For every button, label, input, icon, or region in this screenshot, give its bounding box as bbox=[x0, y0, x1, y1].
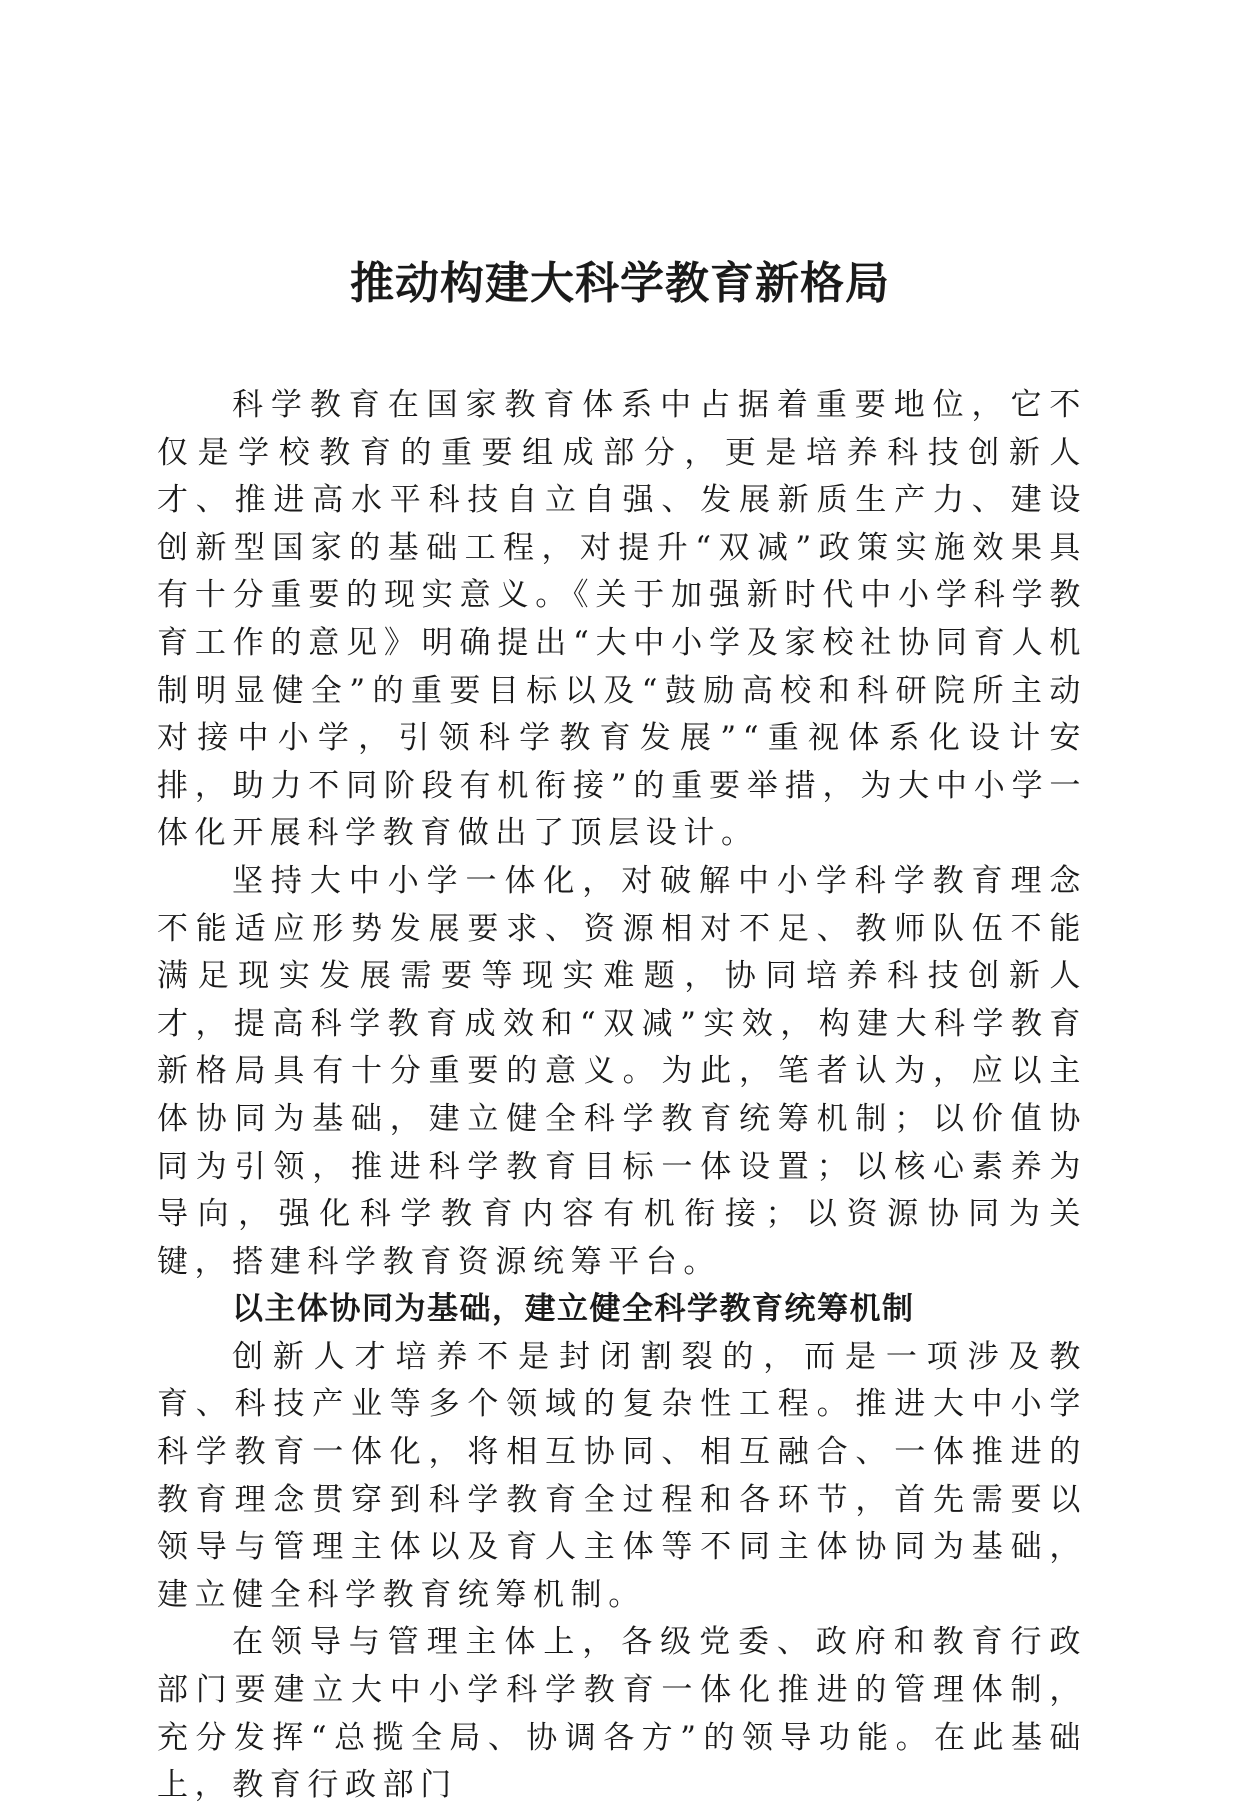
document-title: 推动构建大科学教育新格局 bbox=[350, 258, 890, 309]
paragraph-integration: 坚持大中小学一体化，对破解中小学科学教育理念不能适应形势发展要求、资源相对不足、教师队伍不能满足现实发展需要等现实难题，协同培养科技创新人才，提高科学教育成效和“双减”实效，构建大科学教育新格局具有十分重要的意义。为此，笔者认为，应以主体协同为基础，建立健全科学教育统筹机制；以价值协同为引领，推进科学教育目标一体设置；以核心素养为导向，强化科学教育内容有机衔接；以资源协同为关键，搭建科学教育资源统筹平台。 bbox=[157, 862, 1087, 1280]
paragraph-intro: 科学教育在国家教育体系中占据着重要地位，它不仅是学校教育的重要组成部分，更是培养科技创新人才、推进高水平科技自立自强、发展新质生产力、建设创新型国家的基础工程，对提升“双减”政策实施效果具有十分重要的现实意义。《关于加强新时代中小学科学教育工作的意见》明确提出“大中小学及家校社协同育人机制明显健全”的重要目标以及“鼓励高校和科研院所主动对接中小学，引领科学教育发展”“重视体系化设计安排，助力不同阶段有机衔接”的重要举措，为大中小学一体化开展科学教育做出了顶层设计。 bbox=[157, 387, 1087, 852]
section-heading: 以主体协同为基础，建立健全科学教育统筹机制 bbox=[232, 1291, 915, 1328]
article-body bbox=[157, 382, 1087, 1810]
paragraph-leadership: 在领导与管理主体上，各级党委、政府和教育行政部门要建立大中小学科学教育一体化推进的管理体制，充分发挥“总揽全局、协调各方”的领导功能。在此基础上，教育行政部门 bbox=[157, 1624, 1087, 1804]
paragraph-talent-cultivation: 创新人才培养不是封闭割裂的，而是一项涉及教育、科技产业等多个领域的复杂性工程。推进大中小学科学教育一体化，将相互协同、相互融合、一体推进的教育理念贯穿到科学教育全过程和各环节，首先需要以领导与管理主体以及育人主体等不同主体协同为基础，建立健全科学教育统筹机制。 bbox=[157, 1338, 1087, 1613]
